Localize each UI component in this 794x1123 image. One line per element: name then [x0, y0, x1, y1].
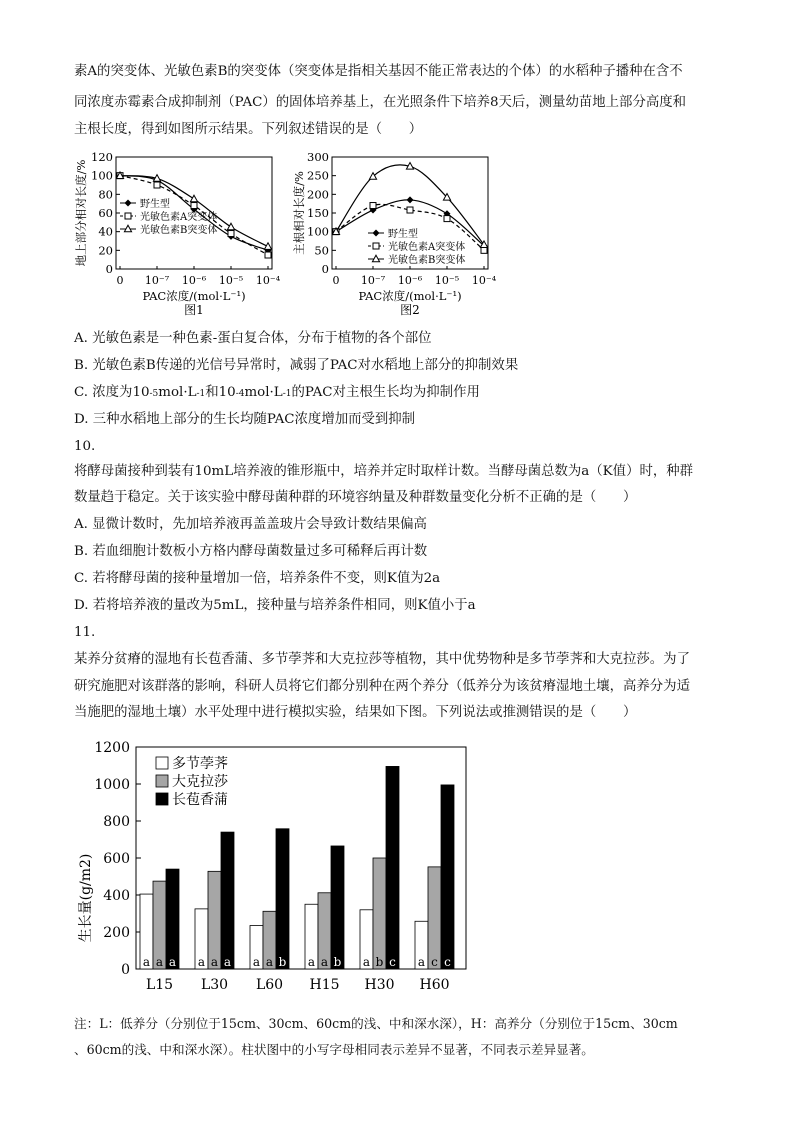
q10-option-d: D. 若将培养液的量改为5mL，接种量与培养条件相同，则K值小于a: [74, 598, 476, 613]
fig2-x-tick-label: 0: [332, 274, 340, 287]
q11-number: 11.: [74, 625, 96, 640]
fig1-y-tick-label: 100: [91, 168, 113, 183]
fig1-data-point: [228, 231, 234, 237]
bar-significance-letter: b: [278, 955, 287, 969]
q11-note-line-1: 注：L：低养分（分别位于15cm、30cm、60cm的浅、中和深水深），H：高养分（分别位于15cm、30cm: [74, 1016, 678, 1031]
fig2-legend-marker: [373, 243, 379, 249]
bar-x-tick-label: L60: [255, 977, 284, 993]
bar: [441, 785, 454, 969]
fig1-y-tick-label: 20: [98, 243, 113, 258]
fig1-x-tick-label: 10⁻⁵: [218, 274, 244, 287]
q11-stem-line-1: 某养分贫瘠的湿地有长苞香蒲、多节荸荠和大克拉莎等植物，其中优势物种是多节荸荠和大克拉莎。为了: [74, 652, 690, 667]
fig1-legend-marker: [125, 213, 131, 219]
fig1-data-point: [190, 195, 197, 202]
q10-number: 10.: [74, 439, 96, 454]
q11-stem-line-2: 研究施肥对该群落的影响，科研人员将它们都分别种在两个养分（低养分为该贫瘠湿地土壤，高养分为适: [74, 679, 690, 694]
fig2-y-tick-label: 250: [307, 168, 329, 183]
fig1-y-tick-label: 80: [98, 187, 113, 202]
bar-legend-label: 大克拉莎: [172, 774, 228, 790]
fig2-y-tick-label: 200: [307, 187, 329, 202]
bar-significance-letter: a: [362, 955, 371, 969]
bar-significance-letter: a: [142, 955, 151, 969]
bar-significance-letter: a: [265, 955, 274, 969]
q9-option-a: A. 光敏色素是一种色素-蛋白复合体，分布于植物的各个部位: [74, 331, 432, 346]
fig1-y-tick-label: 120: [91, 150, 113, 164]
fig1-legend-label: 光敏色素B突变体: [140, 225, 218, 236]
fig2-x-tick-label: 10⁻⁵: [434, 274, 460, 287]
fig1-y-tick-label: 0: [105, 262, 113, 276]
bar-x-tick-label: L30: [200, 977, 229, 993]
q10-option-c: C. 若将酵母菌的接种量增加一倍，培养条件不变，则K值为2a: [74, 571, 441, 586]
fig2-y-tick-label: 0: [321, 262, 329, 276]
fig2-legend-label: 光敏色素B突变体: [388, 255, 466, 266]
q11-note-line-2: 、60cm的浅、中和深水深）。柱状图中的小写字母相同表示差异不显著，不同表示差异显著。: [74, 1042, 594, 1057]
bar-y-tick-label: 0: [121, 962, 130, 978]
fig1-caption: 图1: [184, 303, 204, 317]
bar-significance-letter: b: [333, 955, 342, 969]
growth-bar-chart: [74, 733, 494, 1003]
bar-significance-letter: a: [155, 955, 164, 969]
bar-significance-letter: c: [444, 955, 451, 969]
fig2-data-point: [407, 196, 414, 203]
fig2-x-tick-label: 10⁻⁶: [397, 274, 423, 287]
bar-y-tick-label: 200: [103, 925, 130, 941]
bar-x-tick-label: H15: [309, 977, 340, 993]
bar-significance-letter: c: [431, 955, 438, 969]
fig2-legend-label: 野生型: [388, 229, 418, 240]
fig2-data-point: [481, 247, 487, 253]
q10-stem-line-2: 数量趋于稳定。关于该实验中酵母菌种群的环境容纳量及种群数量变化分析不正确的是（ ）: [74, 490, 637, 505]
q9-option-b: B. 光敏色素B传递的光信号异常时，减弱了PAC对水稻地上部分的抑制效果: [74, 358, 519, 373]
fig2-x-tick-label: 10⁻⁷: [360, 274, 386, 287]
bar: [331, 846, 344, 969]
q9-option-c: C. 浓度为10-5mol·L-1和10-4mol·L-1的PAC对主根生长均为抑制作用: [74, 385, 480, 400]
bar-x-tick-label: H30: [364, 977, 395, 993]
fig2-legend-label: 光敏色素A突变体: [388, 242, 466, 253]
fig1-data-point: [227, 223, 234, 230]
bar-significance-letter: a: [210, 955, 219, 969]
bar-y-tick-label: 800: [103, 814, 130, 830]
fig1-y-tick-label: 60: [98, 206, 113, 220]
q10-option-b: B. 若血细胞计数板小方格内酵母菌数量过多可稀释后再计数: [74, 544, 428, 559]
bar-legend-swatch: [156, 757, 168, 769]
fig2-x-axis-label: PAC浓度/(mol·L⁻¹): [358, 289, 462, 303]
fig2-x-tick-label: 10⁻⁴: [471, 274, 497, 287]
bar-y-tick-label: 1000: [94, 777, 130, 793]
bar: [428, 867, 441, 969]
bar-legend-swatch: [156, 775, 168, 787]
bar-x-tick-label: H60: [419, 977, 450, 993]
fig1-data-point: [154, 182, 160, 188]
fig1-y-tick-label: 40: [98, 224, 113, 239]
bar: [386, 766, 399, 969]
fig1-legend-label: 光敏色素A突变体: [140, 212, 218, 223]
bar-significance-letter: a: [168, 955, 177, 969]
bar-significance-letter: a: [223, 955, 232, 969]
bar-x-tick-label: L15: [145, 977, 174, 993]
bar-y-axis-label: 生长量(g/m2): [78, 853, 94, 943]
fig2-data-point: [444, 216, 450, 222]
fig1-x-tick-label: 10⁻⁴: [255, 274, 281, 287]
bar-legend-swatch: [156, 793, 168, 805]
fig2-y-tick-label: 300: [307, 150, 329, 164]
bar-significance-letter: a: [417, 955, 426, 969]
fig2-y-tick-label: 150: [307, 206, 329, 220]
q10-option-a: A. 显微计数时，先加培养液再盖盖玻片会导致计数结果偏高: [74, 517, 427, 532]
bar-significance-letter: c: [389, 955, 396, 969]
fig1-data-point: [264, 243, 271, 250]
bar-significance-letter: a: [197, 955, 206, 969]
fig1-x-tick-label: 0: [116, 274, 124, 287]
bar-significance-letter: a: [320, 955, 329, 969]
fig1-x-axis-label: PAC浓度/(mol·L⁻¹): [142, 289, 246, 303]
q9-stem-line-3: 主根长度，得到如图所示结果。下列叙述错误的是（ ）: [74, 122, 423, 137]
bar: [276, 829, 289, 969]
bar-y-tick-label: 600: [103, 851, 130, 867]
fig2-legend-marker: [373, 230, 380, 237]
fig2-caption: 图2: [400, 303, 420, 317]
fig1-x-tick-label: 10⁻⁷: [144, 274, 170, 287]
q11-stem-line-3: 当施肥的湿地土壤）水平处理中进行模拟实验，结果如下图。下列说法或推测错误的是（ ）: [74, 705, 637, 720]
fig2-y-axis-label: 主根相对长度/%: [292, 171, 306, 255]
fig1-data-point: [265, 252, 271, 258]
fig2-data-point: [370, 203, 376, 209]
bar-y-tick-label: 1200: [94, 740, 130, 756]
q9-stem-line-1: 素A的突变体、光敏色素B的突变体（突变体是指相关基因不能正常表达的个体）的水稻种子播种在含不: [74, 64, 683, 79]
bar-significance-letter: a: [252, 955, 261, 969]
fig1-legend-marker: [125, 200, 132, 207]
fig2-y-tick-label: 50: [314, 243, 329, 258]
bar-significance-letter: a: [307, 955, 316, 969]
fig2-data-point: [407, 207, 413, 213]
bar: [166, 869, 179, 969]
figure-1-chart: [74, 148, 290, 320]
fig1-legend-label: 野生型: [140, 199, 170, 210]
bar-significance-letter: b: [375, 955, 384, 969]
bar: [373, 858, 386, 969]
bar: [221, 832, 234, 969]
bar-legend-label: 长苞香蒲: [172, 792, 228, 808]
fig1-data-point: [191, 203, 197, 209]
q10-stem-line-1: 将酵母菌接种到装有10mL培养液的锥形瓶中，培养并定时取样计数。当酵母菌总数为a（K值）时，种群: [74, 464, 694, 479]
fig2-y-tick-label: 100: [307, 224, 329, 239]
figure-2-chart: [292, 148, 528, 320]
q9-option-d: D. 三种水稻地上部分的生长均随PAC浓度增加而受到抑制: [74, 412, 416, 427]
bar-y-tick-label: 400: [103, 888, 130, 904]
fig1-x-tick-label: 10⁻⁶: [181, 274, 207, 287]
bar-legend-label: 多节荸荠: [172, 756, 228, 772]
q9-stem-line-2: 同浓度赤霉素合成抑制剂（PAC）的固体培养基上，在光照条件下培养8天后，测量幼苗地上部分高度和: [74, 95, 687, 110]
fig1-y-axis-label: 地上部分相对长度/%: [74, 159, 88, 267]
